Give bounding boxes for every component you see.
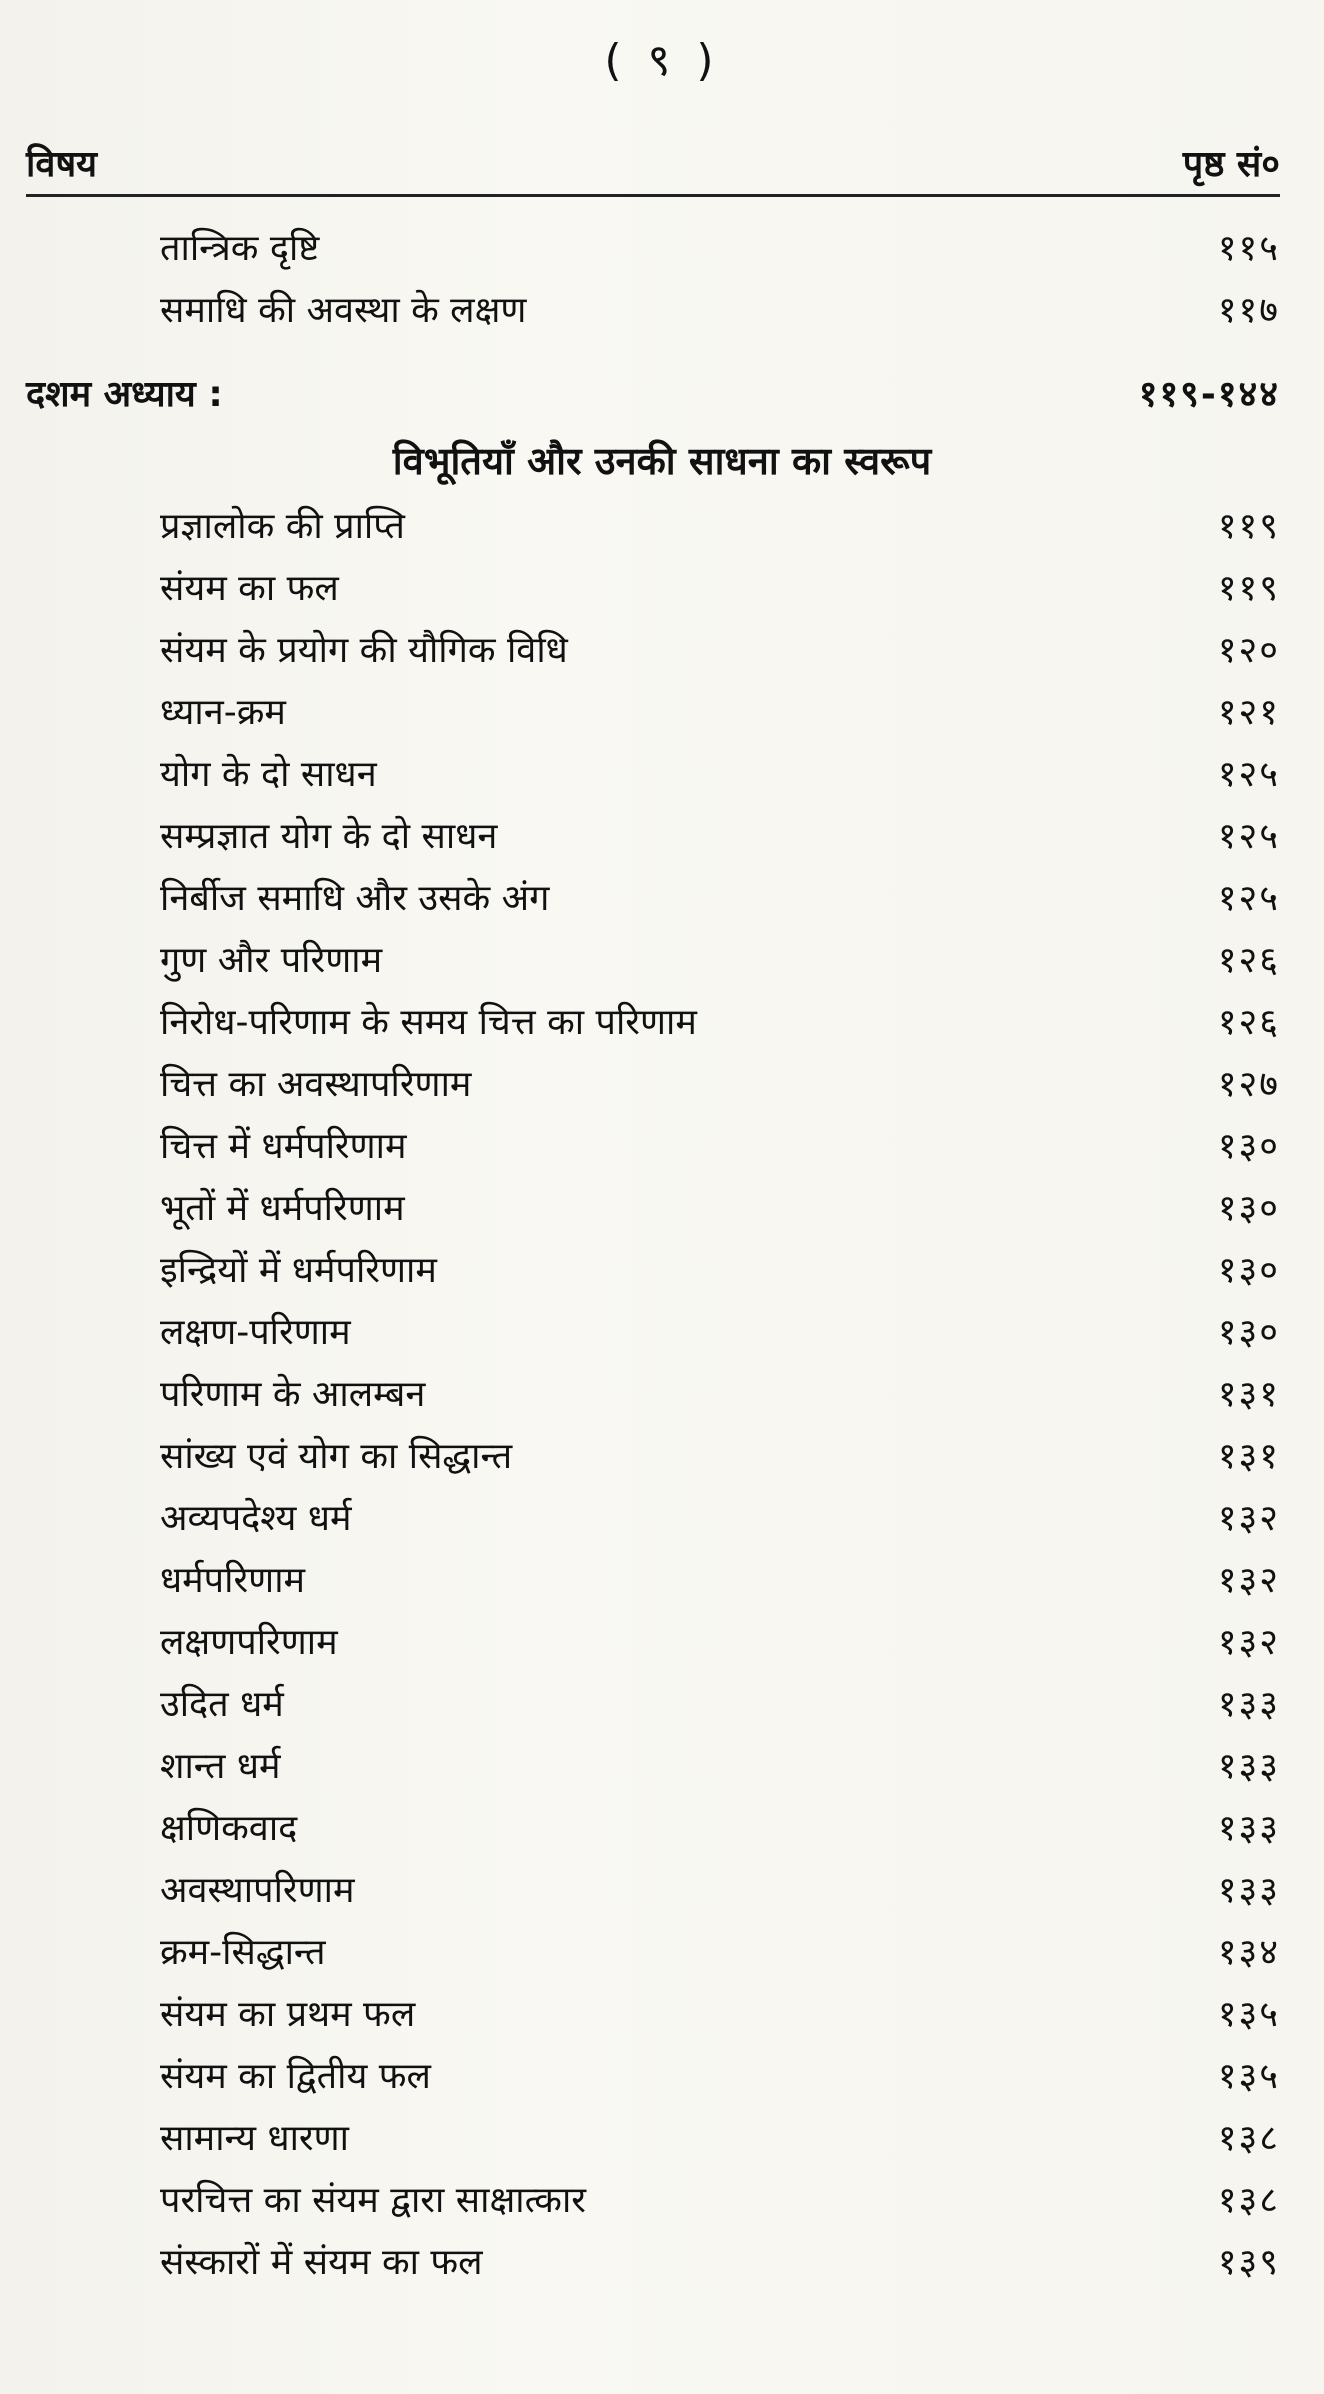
entry-page: १३५ [1217, 2056, 1280, 2097]
chapter-label: दशम अध्याय : [26, 374, 223, 415]
entry-title: गुण और परिणाम [160, 940, 383, 981]
entry-title: संयम का प्रथम फल [160, 1994, 416, 2035]
entry-title: इन्द्रियों में धर्मपरिणाम [160, 1250, 437, 1291]
toc-entry [160, 1430, 1280, 1486]
toc-entry [160, 1802, 1280, 1858]
entry-title: संयम के प्रयोग की यौगिक विधि [160, 630, 568, 671]
entry-page: १२५ [1217, 754, 1280, 795]
toc-entry [160, 1988, 1280, 2044]
entry-title: ध्यान-क्रम [160, 692, 286, 733]
entry-title: प्रज्ञालोक की प्राप्ति [160, 506, 405, 547]
toc-entry [160, 1554, 1280, 1610]
toc-entry [160, 872, 1280, 928]
entry-title: सामान्य धारणा [160, 2118, 349, 2159]
entry-page: ११९ [1217, 568, 1280, 609]
entry-title: सांख्य एवं योग का सिद्धान्त [160, 1436, 513, 1477]
entry-title: अव्यपदेश्य धर्म [160, 1498, 352, 1539]
entry-title: योग के दो साधन [160, 754, 377, 795]
toc-entry [160, 686, 1280, 742]
entry-page: १३३ [1217, 1870, 1280, 1911]
toc-entry [160, 1864, 1280, 1920]
entry-title: लक्षण-परिणाम [160, 1312, 351, 1353]
entry-title: क्षणिकवाद [160, 1808, 298, 1849]
entry-page: ११९ [1217, 506, 1280, 547]
header-subject-label: विषय [26, 144, 98, 185]
toc-entry [160, 2112, 1280, 2168]
toc-entry [160, 1120, 1280, 1176]
entry-page: १३१ [1217, 1436, 1280, 1477]
entry-title: लक्षणपरिणाम [160, 1622, 338, 1663]
toc-header [26, 138, 1280, 194]
entry-page: १२५ [1217, 878, 1280, 919]
entry-title: शान्त धर्म [160, 1746, 281, 1787]
toc-entry [160, 1244, 1280, 1300]
entry-page: १३३ [1217, 1746, 1280, 1787]
entry-page: १३१ [1217, 1374, 1280, 1415]
entry-page: १२६ [1217, 1002, 1280, 1043]
header-divider [26, 194, 1280, 197]
toc-entry [160, 1740, 1280, 1796]
entry-page: ११५ [1217, 228, 1280, 269]
entry-title: धर्मपरिणाम [160, 1560, 306, 1601]
toc-entry [160, 1368, 1280, 1424]
entry-page: १२५ [1217, 816, 1280, 857]
toc-entry [160, 2174, 1280, 2230]
entry-title: परिणाम के आलम्बन [160, 1374, 426, 1415]
entry-title: सम्प्रज्ञात योग के दो साधन [160, 816, 498, 857]
entry-page: १३२ [1217, 1560, 1280, 1601]
toc-entry [160, 1182, 1280, 1238]
toc-entry [160, 748, 1280, 804]
entry-page: १३९ [1217, 2242, 1280, 2283]
entry-page: १३० [1217, 1250, 1280, 1291]
chapter-subtitle: विभूतियाँ और उनकी साधना का स्वरूप [392, 439, 932, 483]
entry-page: १३० [1217, 1312, 1280, 1353]
entry-title: उदित धर्म [160, 1684, 284, 1725]
entry-title: तान्त्रिक दृष्टि [160, 228, 320, 269]
entry-title: परचित्त का संयम द्वारा साक्षात्कार [160, 2180, 587, 2221]
entry-page: १३८ [1217, 2118, 1280, 2159]
toc-entry [160, 1616, 1280, 1672]
toc-entry [160, 1678, 1280, 1734]
entry-page: १२० [1217, 630, 1280, 671]
entry-page: १३० [1217, 1188, 1280, 1229]
entry-page: ११७ [1217, 290, 1280, 331]
entry-title: निर्बीज समाधि और उसके अंग [160, 878, 550, 919]
entry-page: १३२ [1217, 1498, 1280, 1539]
entry-page: १३३ [1217, 1808, 1280, 1849]
toc-entry [160, 1306, 1280, 1362]
entry-title: संयम का द्वितीय फल [160, 2056, 431, 2097]
entry-page: १२६ [1217, 940, 1280, 981]
entry-page: १३८ [1217, 2180, 1280, 2221]
toc-entry [160, 284, 1280, 340]
entry-title: भूतों में धर्मपरिणाम [160, 1188, 405, 1229]
chapter-page-range: ११९-१४४ [1138, 374, 1280, 415]
entry-page: १३४ [1217, 1932, 1280, 1973]
chapter-heading [26, 368, 1280, 424]
toc-entry [160, 500, 1280, 556]
toc-entry [160, 2236, 1280, 2292]
entry-title: समाधि की अवस्था के लक्षण [160, 290, 527, 331]
entry-page: १३२ [1217, 1622, 1280, 1663]
entry-page: १३५ [1217, 1994, 1280, 2035]
header-page-label: पृष्ठ सं० [1182, 144, 1280, 185]
toc-entry [160, 1492, 1280, 1548]
toc-entry [160, 2050, 1280, 2106]
toc-entry [160, 1926, 1280, 1982]
entry-title: संयम का फल [160, 568, 339, 609]
entry-page: १२७ [1217, 1064, 1280, 1105]
entry-title: निरोध-परिणाम के समय चित्त का परिणाम [160, 1002, 697, 1043]
toc-entry [160, 624, 1280, 680]
toc-entry [160, 996, 1280, 1052]
entry-title: अवस्थापरिणाम [160, 1870, 355, 1911]
entry-page: १२१ [1217, 692, 1280, 733]
entry-title: चित्त में धर्मपरिणाम [160, 1126, 407, 1167]
entry-page: १३० [1217, 1126, 1280, 1167]
entry-title: चित्त का अवस्थापरिणाम [160, 1064, 472, 1105]
toc-entry [160, 810, 1280, 866]
toc-entry [160, 1058, 1280, 1114]
entry-title: संस्कारों में संयम का फल [160, 2242, 483, 2283]
entry-page: १३३ [1217, 1684, 1280, 1725]
page-number: ( ९ ) [604, 35, 720, 86]
toc-entry [160, 222, 1280, 278]
entry-title: क्रम-सिद्धान्त [160, 1932, 326, 1973]
toc-entry [160, 562, 1280, 618]
toc-entry [160, 934, 1280, 990]
